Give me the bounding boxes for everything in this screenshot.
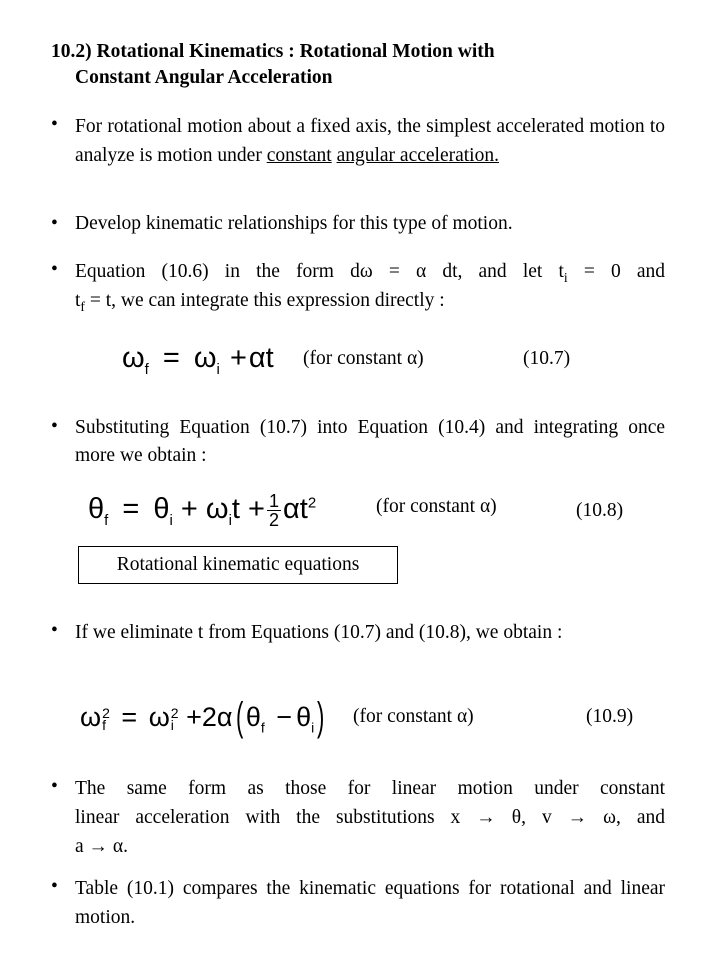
- rotational-kinematic-equations-box: Rotational kinematic equations: [78, 546, 398, 584]
- bullet-same-form: [51, 774, 665, 861]
- bullet-constant-angular-acceleration: [51, 112, 665, 170]
- subscript: i: [563, 269, 568, 285]
- bullet-substituting: [51, 414, 665, 470]
- bullet-text-line1: The same form as those for linear motion under constant: [75, 778, 665, 799]
- fraction-one-half: $\frac{1}{2}$: [268, 490, 279, 530]
- equation-10-8-formula: $\theta_f = \theta_i + \omega_it$ + $\frac{1}{2}$ $\alpha t^2$: [88, 490, 317, 530]
- bullet-text: = 0 and: [567, 261, 665, 282]
- bullet-text-line2: linear acceleration with the substitutions x → θ, v → ω, and: [75, 807, 665, 828]
- section-title: [51, 39, 671, 91]
- bullet-text: If we eliminate t from Equations (10.7) and (10.8), we obtain :: [75, 622, 563, 643]
- bullet-marker: •: [51, 620, 58, 641]
- bullet-text: Equation (10.6) in the form dω = α dt, and let t: [75, 261, 564, 282]
- equation-10-9-condition: (for constant α): [353, 706, 474, 727]
- bullet-text: Table (10.1) compares the kinematic equations for rotational and linear motion.: [75, 878, 665, 928]
- equation-10-8-number: (10.8): [576, 500, 624, 521]
- equation-10-7-condition: (for constant α): [303, 348, 424, 369]
- underlined-text-constant: constant: [266, 145, 332, 166]
- bullet-text: Substituting Equation (10.7) into Equation (10.4) and integrating once more we obtain :: [75, 417, 665, 466]
- equation-10-8-condition: (for constant α): [376, 496, 497, 517]
- equation-10-9-number: (10.9): [586, 706, 634, 727]
- bullet-table-10-1: [51, 874, 665, 932]
- bullet-marker: •: [51, 114, 58, 135]
- bullet-text: = t, we can integrate this expression directly :: [84, 290, 445, 311]
- equation-10-7-number: (10.7): [523, 348, 571, 369]
- bullet-marker: •: [51, 416, 58, 437]
- equation-10-9: [80, 694, 680, 740]
- equation-10-7-formula: $\omega_f = \omega_i +\alpha t$: [122, 342, 274, 378]
- bullet-text: Develop kinematic relationships for this type of motion.: [75, 213, 513, 234]
- underlined-text-angular-acceleration: angular acceleration.: [336, 145, 499, 166]
- bullet-text: For rotational motion about a fixed axis, the simplest accelerated motion to analyze is motion under: [75, 116, 665, 166]
- subscript: f: [80, 298, 85, 314]
- bullet-develop-relationships: [51, 211, 665, 237]
- equation-10-8: [88, 486, 678, 532]
- bullet-marker: •: [51, 776, 58, 797]
- bullet-text: t: [75, 290, 81, 311]
- section-title-line2: Constant Angular Acceleration: [75, 67, 333, 88]
- section-title-line1: 10.2) Rotational Kinematics : Rotational Motion with: [51, 41, 495, 62]
- bullet-eliminate-t: [51, 618, 665, 647]
- equation-10-9-formula: ω 2 f = ω 2 i +2α( $\theta_f - \theta_i$): [80, 695, 325, 739]
- bullet-marker: •: [51, 259, 58, 280]
- bullet-marker: •: [51, 876, 58, 897]
- equation-10-7: [122, 338, 682, 378]
- bullet-marker: •: [51, 213, 58, 234]
- bullet-equation-10-6: [51, 257, 665, 315]
- bullet-text-line3: a → α.: [75, 836, 128, 857]
